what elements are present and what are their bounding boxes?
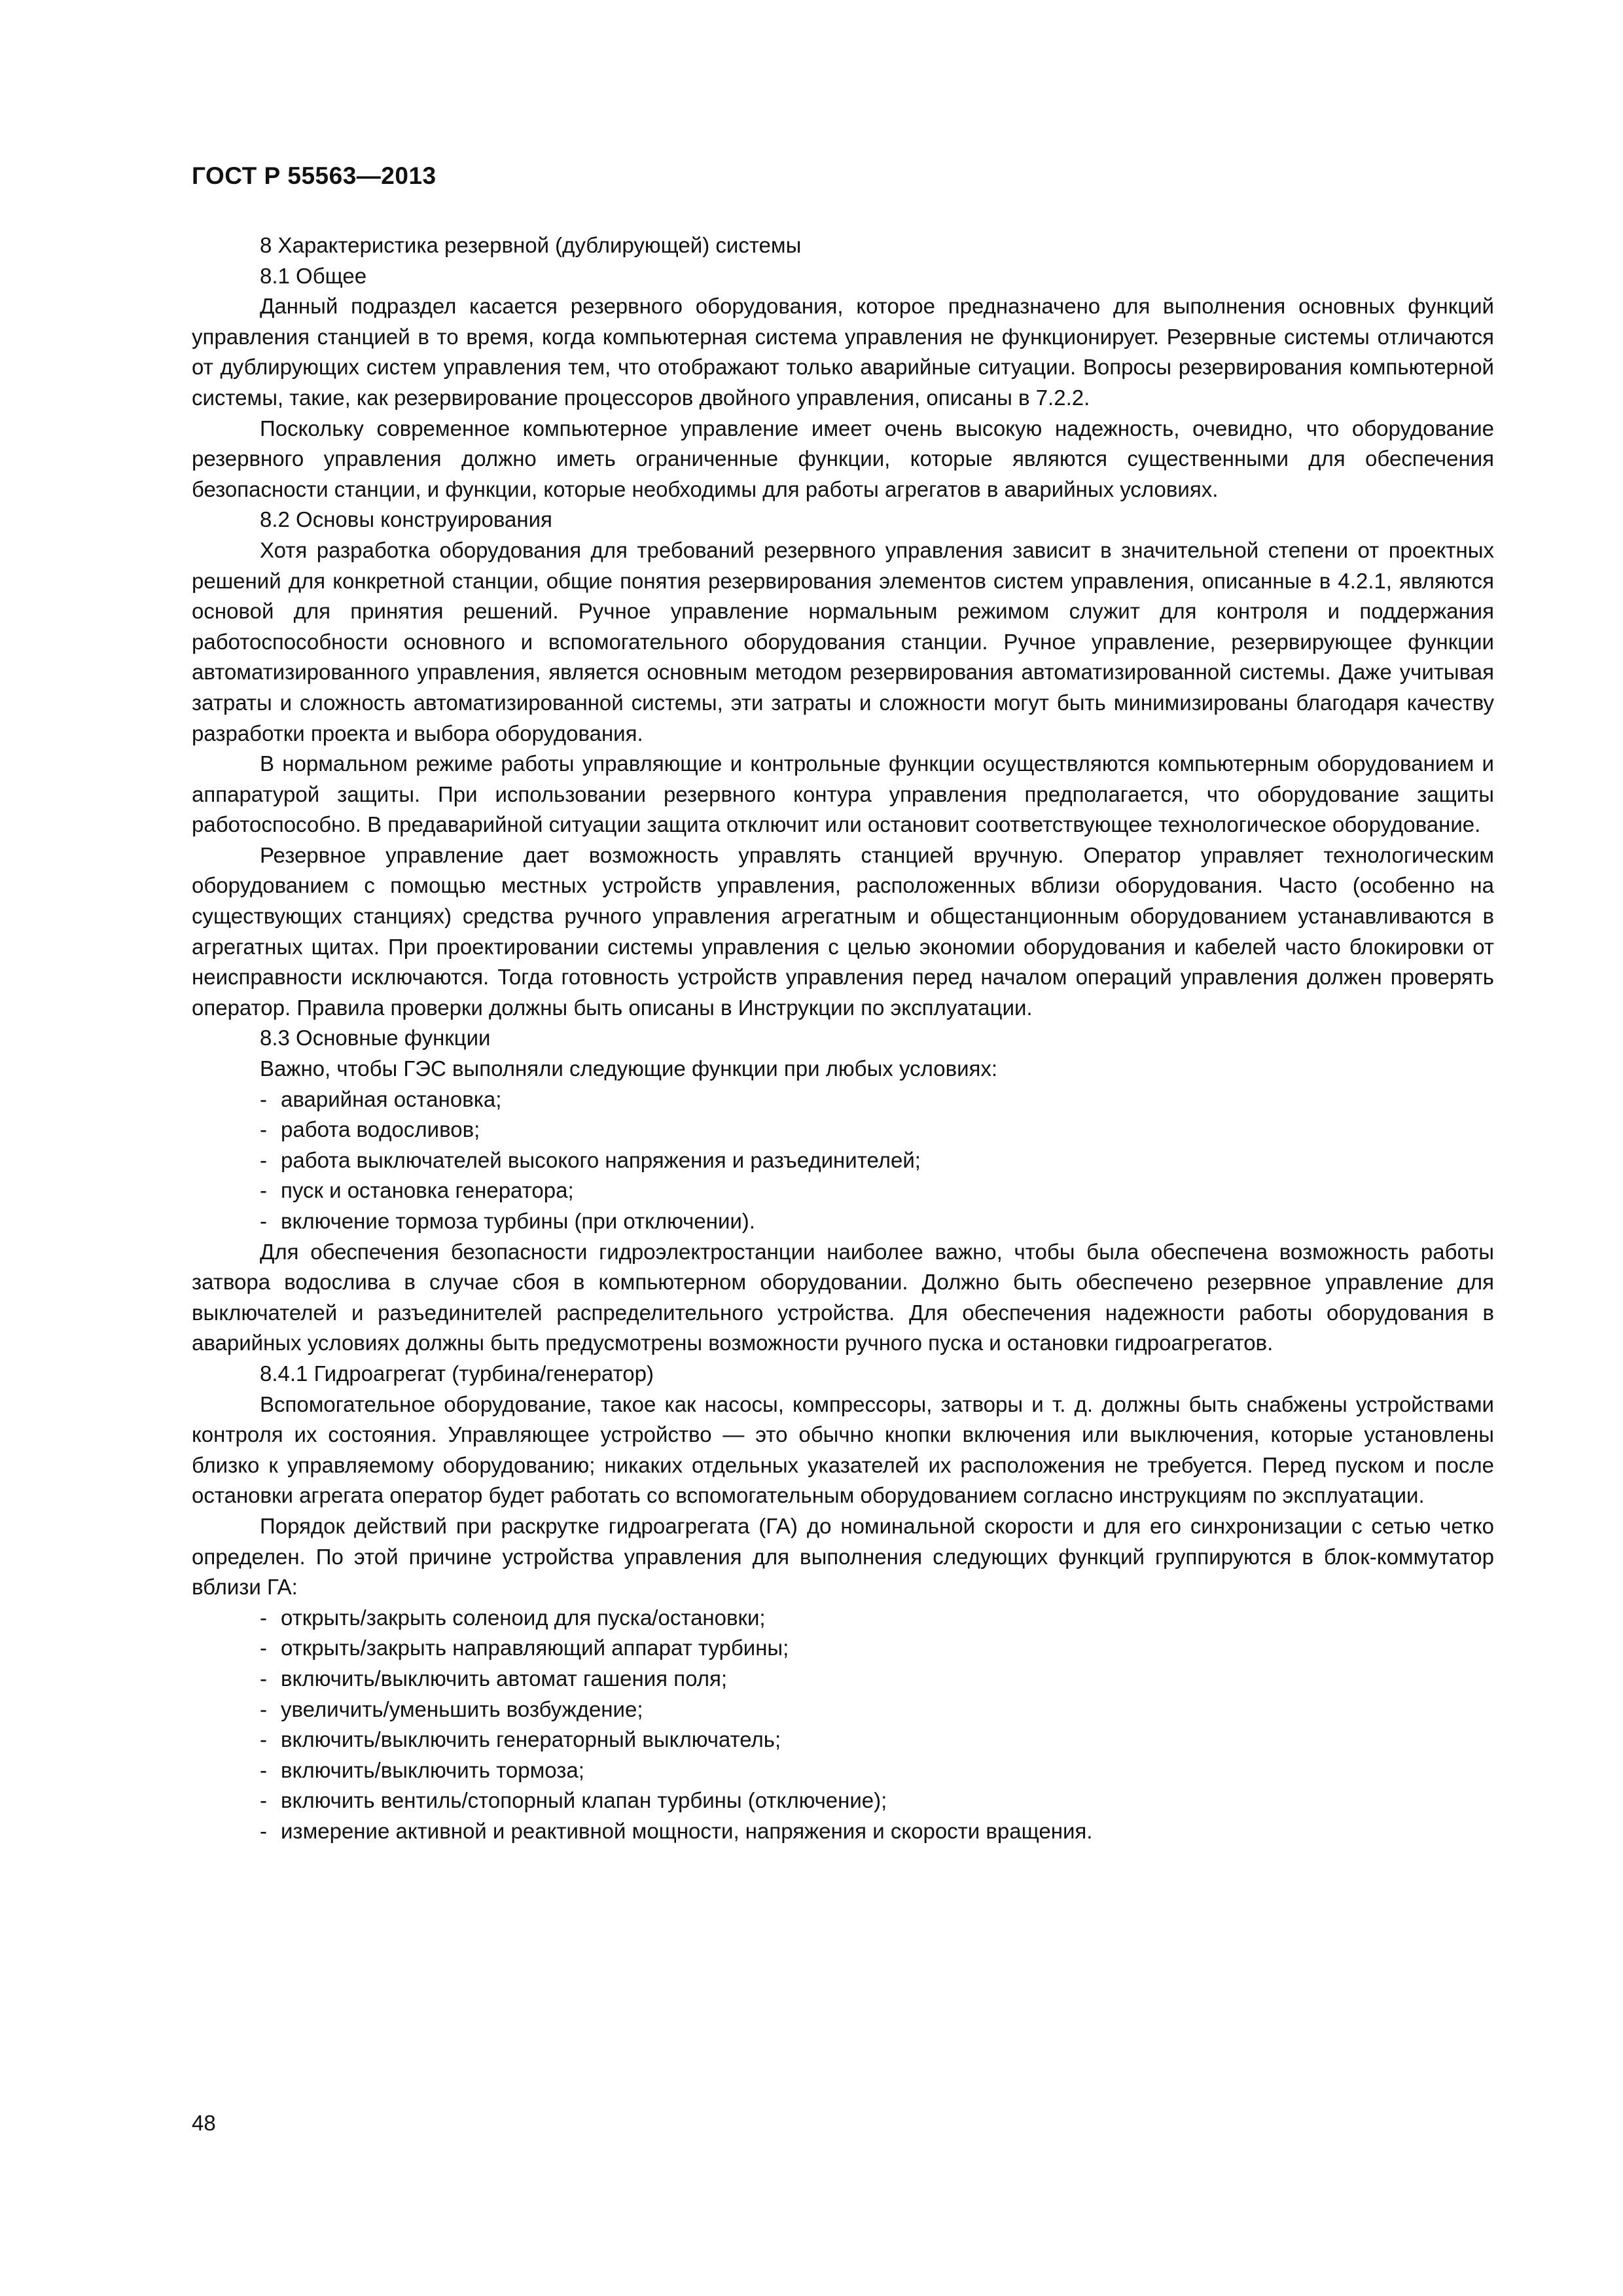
list-item	[192, 1633, 1494, 1664]
list-item-text: открыть/закрыть направляющий аппарат турбины;	[281, 1636, 789, 1660]
list-item-text: пуск и остановка генератора;	[281, 1178, 574, 1203]
section-8-2-paragraph-2: В нормальном режиме работы управляющие и контрольные функции осуществляются компьютерным оборудованием и аппаратурой защиты. При использовании резервного контура управления предполагается, что оборудование защиты работоспособно. В предаварийной ситуации защита отключит или остановит соответствующее технологическое оборудование.	[192, 751, 1494, 837]
list-item	[192, 1664, 1494, 1695]
list-dash: -	[260, 1727, 267, 1752]
list-dash: -	[260, 1605, 267, 1630]
list-item	[192, 1785, 1494, 1816]
list-item-text: включить/выключить автомат гашения поля;	[281, 1666, 727, 1691]
list-item	[192, 1755, 1494, 1786]
list-item-text: включить/выключить тормоза;	[281, 1757, 584, 1782]
page-number: 48	[192, 2111, 216, 2135]
section-8-1-heading: 8.1 Общее	[260, 263, 367, 288]
list-dash: -	[260, 1147, 267, 1172]
list-item	[192, 1725, 1494, 1755]
document-body	[192, 230, 1494, 1846]
section-8-3-heading: 8.3 Основные функции	[260, 1026, 491, 1050]
list-item-text: аварийная остановка;	[281, 1086, 502, 1111]
list-item-text: увеличить/уменьшить возбуждение;	[281, 1696, 643, 1721]
section-8-4-1-control-list	[192, 1603, 1494, 1847]
list-item-text: измерение активной и реактивной мощности, напряжения и скорости вращения.	[281, 1818, 1093, 1843]
document-code-header: ГОСТ Р 55563—2013	[192, 162, 437, 189]
section-8-4-1-paragraph-2: Порядок действий при раскрутке гидроагрегата (ГА) до номинальной скорости и для его синхронизации с сетью четко определен. По этой причине устройства управления для выполнения следующих функций группируются в блок-коммутатор вблизи ГА:	[192, 1513, 1494, 1600]
list-item-text: включить/выключить генераторный выключатель;	[281, 1727, 781, 1752]
section-8-2-paragraph-3: Резервное управление дает возможность управлять станцией вручную. Оператор управляет технологическим оборудованием с помощью местных устройств управления, расположенных вблизи оборудования. Часто (особенно на существующих станциях) средства ручного управления агрегатным и общестанционным оборудованием устанавливаются в агрегатных щитах. При проектировании системы управления с целью экономии оборудования и кабелей часто блокировки от неисправности исключаются. Тогда готовность устройств управления перед началом операций управления должен проверять оператор. Правила проверки должны быть описаны в Инструкции по эксплуатации.	[192, 842, 1494, 1020]
list-item-text: работа водосливов;	[281, 1117, 480, 1142]
section-8-1-paragraph-1: Данный подраздел касается резервного оборудования, которое предназначено для выполнения основных функций управления станцией в то время, когда компьютерная система управления не функционирует. Резервные системы отличаются от дублирующих систем управления тем, что отображают только аварийные ситуации. Вопросы резервирования компьютерной системы, такие, как резервирование процессоров двойного управления, описаны в 7.2.2.	[192, 294, 1494, 410]
list-dash: -	[260, 1696, 267, 1721]
list-item	[192, 1816, 1494, 1847]
list-dash: -	[260, 1666, 267, 1691]
list-dash: -	[260, 1117, 267, 1142]
section-8-3-function-list	[192, 1085, 1494, 1237]
list-item	[192, 1695, 1494, 1725]
list-item	[192, 1115, 1494, 1145]
list-item	[192, 1145, 1494, 1176]
section-8-4-1-heading: 8.4.1 Гидроагрегат (турбина/генератор)	[260, 1361, 654, 1386]
list-item	[192, 1603, 1494, 1634]
list-dash: -	[260, 1636, 267, 1660]
list-dash: -	[260, 1818, 267, 1843]
list-dash: -	[260, 1086, 267, 1111]
section-8-1-paragraph-2: Поскольку современное компьютерное управление имеет очень высокую надежность, очевидно, что оборудование резервного управления должно иметь ограниченные функции, которые являются существенными для обеспечения безопасности станции, и функции, которые необходимы для работы агрегатов в аварийных условиях.	[192, 416, 1494, 501]
list-item-text: работа выключателей высокого напряжения и разъединителей;	[281, 1147, 921, 1172]
list-item	[192, 1206, 1494, 1237]
section-8-3-intro: Важно, чтобы ГЭС выполняли следующие функции при любых условиях:	[260, 1056, 998, 1081]
list-dash: -	[260, 1788, 267, 1813]
list-item-text: включение тормоза турбины (при отключении).	[281, 1209, 755, 1233]
section-8-heading: 8 Характеристика резервной (дублирующей) системы	[260, 233, 802, 257]
section-8-3-paragraph-after: Для обеспечения безопасности гидроэлектростанции наиболее важно, чтобы была обеспечена возможность работы затвора водослива в случае сбоя в компьютерном оборудовании. Должно быть обеспечено резервное управление для выключателей и разъединителей распределительного устройства. Для обеспечения надежности работы оборудования в аварийных условиях должны быть предусмотрены возможности ручного пуска и остановки гидроагрегатов.	[192, 1239, 1494, 1355]
list-item	[192, 1085, 1494, 1115]
list-item	[192, 1175, 1494, 1206]
list-item-text: включить вентиль/стопорный клапан турбины (отключение);	[281, 1788, 887, 1813]
list-dash: -	[260, 1757, 267, 1782]
list-item-text: открыть/закрыть соленоид для пуска/остановки;	[281, 1605, 766, 1630]
list-dash: -	[260, 1178, 267, 1203]
section-8-2-heading: 8.2 Основы конструирования	[260, 507, 552, 532]
section-8-4-1-paragraph-1: Вспомогательное оборудование, такое как насосы, компрессоры, затворы и т. д. должны быть снабжены устройствами контроля их состояния. Управляющее устройство — это обычно кнопки включения или выключения, которые установлены близко к управляемому оборудованию; никаких отдельных указателей их расположения не требуется. Перед пуском и после остановки агрегата оператор будет работать со вспомогательным оборудованием согласно инструкциям по эксплуатации.	[192, 1391, 1494, 1508]
section-8-2-paragraph-1: Хотя разработка оборудования для требований резервного управления зависит в значительной степени от проектных решений для конкретной станции, общие понятия резервирования элементов систем управления, описанные в 4.2.1, являются основой для принятия решений. Ручное управление нормальным режимом служит для контроля и поддержания работоспособности основного и вспомогательного оборудования станции. Ручное управление, резервирующее функции автоматизированного управления, является основным методом резервирования автоматизированной системы. Даже учитывая затраты и сложность автоматизированной системы, эти затраты и сложности могут быть минимизированы благодаря качеству разработки проекта и выбора оборудования.	[192, 537, 1494, 745]
list-dash: -	[260, 1209, 267, 1233]
